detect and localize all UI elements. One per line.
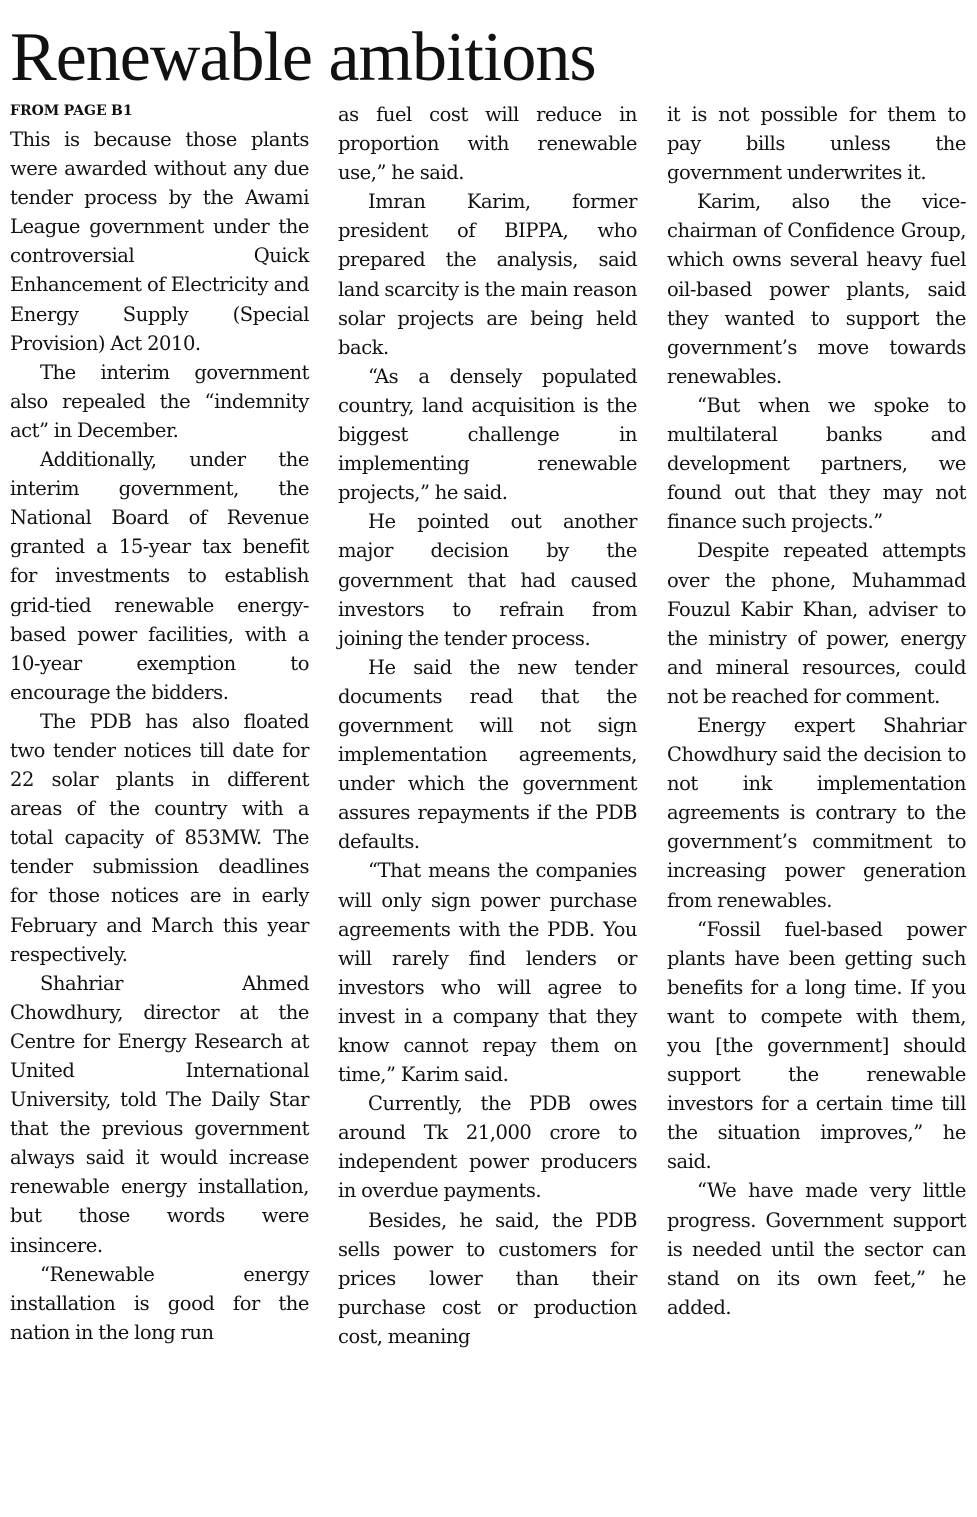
article-paragraph: “Fossil fuel-based power plants have been getting such benefits for a long time. If you want to compete with them, you [the government] should support the renewable investors for a certain time till the situation improves,” he said. — [667, 917, 966, 1174]
article-paragraph: Additionally, under the interim government, the National Board of Revenue granted a 15-year tax benefit for investments to establish grid-tied renewable energy-based power facilities, with a 10-year exemption to encourage the bidders. — [10, 448, 309, 704]
article-paragraph: This is because those plants were awarded without any due tender process by the Awami League government under the controversial Quick Enhancement of Electricity and Energy Supply (Special Provision) Act 2010. — [10, 128, 309, 355]
article-paragraph: “That means the companies will only sign power purchase agreements with the PDB. You will rarely find lenders or investors who will agree to invest in a company that they know cannot repay them on time,” Karim said. — [338, 859, 637, 1087]
article-column-1 — [10, 100, 309, 1347]
article-paragraph: “But when we spoke to multilateral banks and development partners, we found out that they may not finance such projects.” — [667, 393, 966, 534]
article-paragraph: Imran Karim, former president of BIPPA, who prepared the analysis, said land scarcity is the main reason solar projects are being held back. — [338, 190, 637, 359]
article-paragraph: “Renewable energy installation is good for the nation in the long run — [10, 1262, 309, 1344]
article-paragraph: Currently, the PDB owes around Tk 21,000 crore to independent power producers in overdue payments. — [338, 1092, 637, 1203]
article-paragraph: Despite repeated attempts over the phone, Muhammad Fouzul Kabir Khan, adviser to the ministry of power, energy and mineral resources, could not be reached for comment. — [667, 539, 966, 708]
dateline: FROM PAGE B1 — [10, 103, 133, 119]
article-headline: Renewable ambitions — [10, 19, 596, 96]
article-paragraph: Energy expert Shahriar Chowdhury said the decision to not ink implementation agreements is contrary to the government’s commitment to increasing power generation from renewables. — [667, 713, 966, 912]
article-column-2 — [338, 100, 637, 1351]
article-column-3 — [667, 100, 966, 1322]
article-paragraph: Besides, he said, the PDB sells power to customers for prices lower than their purchase cost or production cost, meaning — [338, 1208, 637, 1348]
article-paragraph: The PDB has also floated two tender notices till date for 22 solar plants in different areas of the country with a total capacity of 853MW. The tender submission deadlines for those notices are in early February and March this year respectively. — [10, 709, 309, 966]
article-paragraph: He said the new tender documents read that the government will not sign implementation agreements, under which the government assures repayments if the PDB defaults. — [338, 655, 637, 854]
article-paragraph: “We have made very little progress. Government support is needed until the sector can stand on its own feet,” he added. — [667, 1179, 966, 1319]
article-paragraph: “As a densely populated country, land acquisition is the biggest challenge in implementing renewable projects,” he said. — [338, 364, 637, 505]
article-paragraph: He pointed out another major decision by the government that had caused investors to refrain from joining the tender process. — [338, 510, 637, 650]
article-paragraph: The interim government also repealed the “indemnity act” in December. — [10, 360, 309, 442]
article-paragraph: as fuel cost will reduce in proportion with renewable use,” he said. — [338, 103, 637, 185]
article-paragraph: Karim, also the vice-chairman of Confidence Group, which owns several heavy fuel oil-based power plants, said they wanted to support the government’s move towards renewables. — [667, 190, 966, 388]
article-paragraph: Shahriar Ahmed Chowdhury, director at the Centre for Energy Research at United International University, told The Daily Star that the previous government always said it would increase renewable energy installation, but those words were insincere. — [10, 971, 309, 1257]
article-paragraph: it is not possible for them to pay bills unless the government underwrites it. — [667, 103, 966, 185]
